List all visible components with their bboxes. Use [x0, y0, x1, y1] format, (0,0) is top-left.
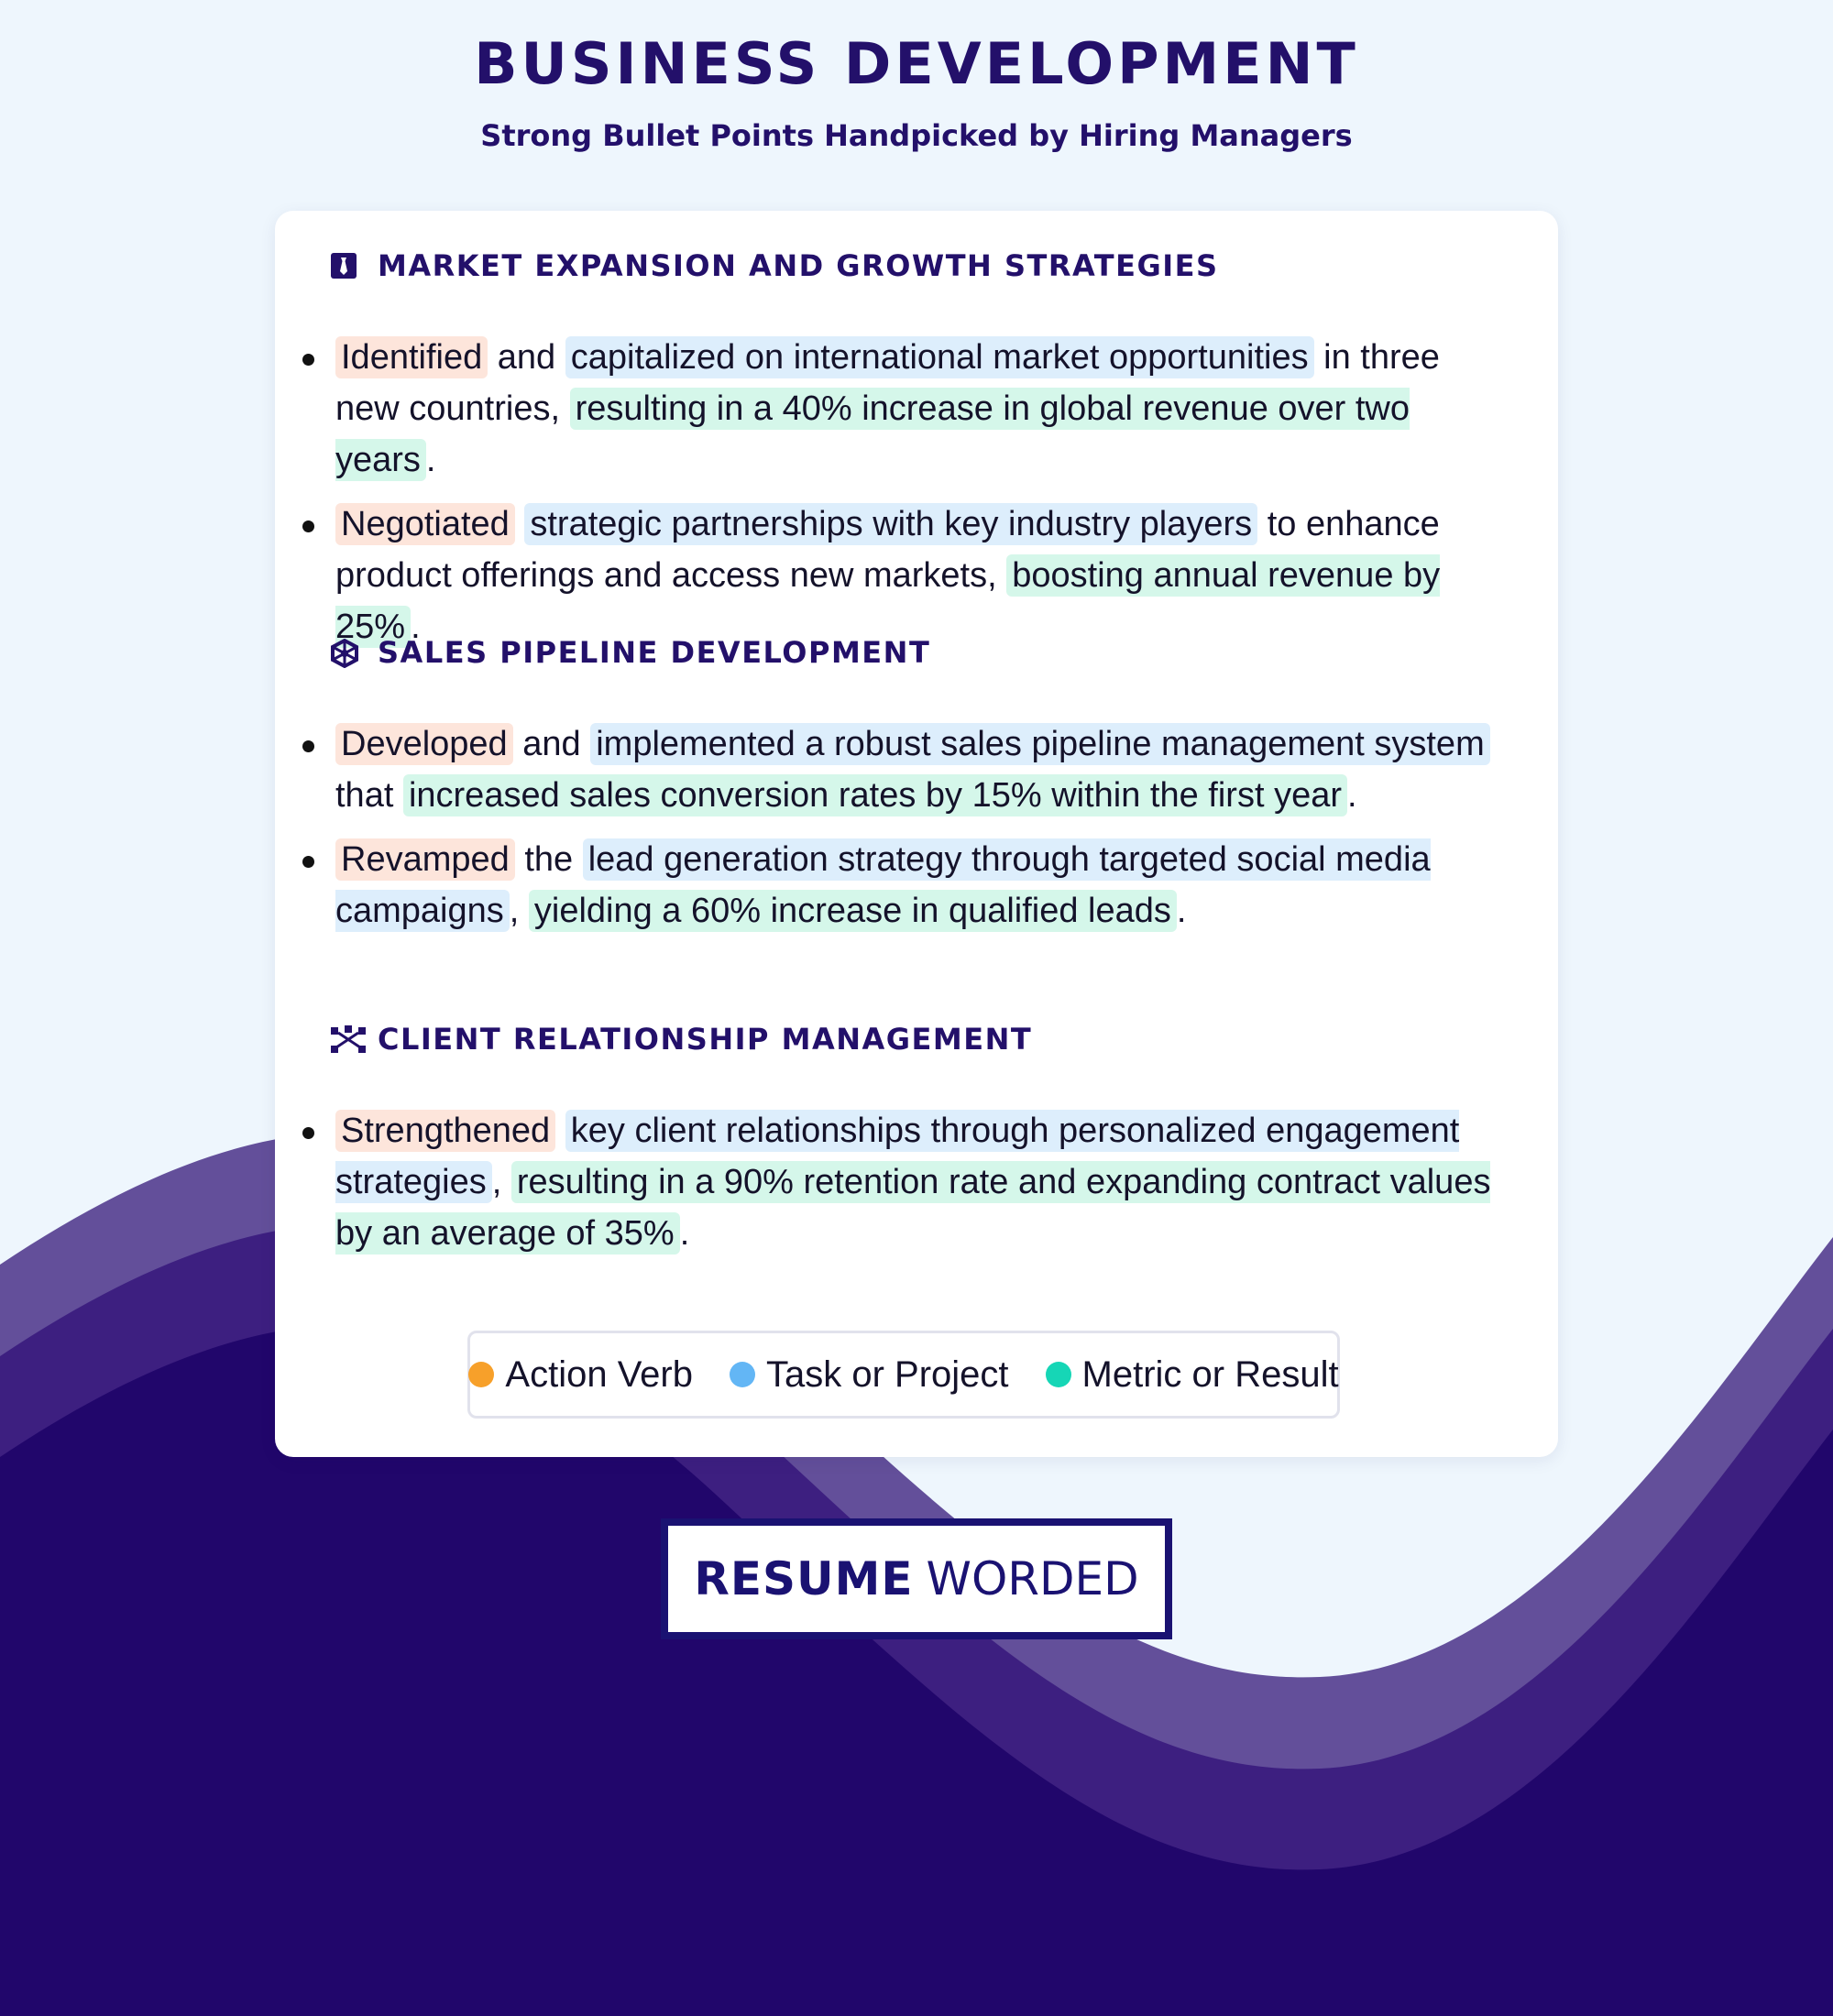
metric-highlight: resulting in a 40% increase in global revenue over two years: [335, 389, 1410, 479]
network-cube-icon: [330, 639, 357, 666]
metric-highlight: yielding a 60% increase in qualified leads: [529, 890, 1177, 932]
task-highlight: lead generation strategy through targeted social media campaigns: [335, 840, 1431, 930]
legend-label: Metric or Result: [1081, 1353, 1339, 1395]
action-verb-highlight: Strengthened: [335, 1110, 555, 1152]
section-header: [330, 634, 930, 671]
teal-dot-icon: [1046, 1362, 1071, 1387]
section-title: CLIENT RELATIONSHIP MANAGEMENT: [378, 1022, 1033, 1057]
plain-text: [555, 1112, 565, 1150]
plain-text: ,: [509, 892, 529, 930]
tie-icon: [330, 252, 357, 279]
plain-text: .: [411, 608, 421, 646]
bullet-points-card: [275, 211, 1558, 1457]
bullet-item: [302, 834, 1512, 937]
orange-dot-icon: [468, 1362, 494, 1387]
plain-text: .: [679, 1214, 690, 1253]
plain-text: .: [1347, 776, 1357, 815]
action-verb-highlight: Identified: [335, 336, 488, 378]
logo-light-text: WORDED: [926, 1552, 1139, 1605]
metric-highlight: boosting annual revenue by 25%: [335, 556, 1441, 646]
logo-text: [694, 1552, 1138, 1605]
plain-text: [515, 505, 525, 543]
task-highlight: implemented a robust sales pipeline management system: [590, 723, 1490, 765]
section-title: MARKET EXPANSION AND GROWTH STRATEGIES: [378, 248, 1219, 283]
bullet-item: [302, 332, 1512, 486]
logo-bold-text: RESUME: [694, 1552, 914, 1605]
bullet-list: [302, 1105, 1512, 1272]
plain-text: the: [514, 840, 583, 879]
plain-text: in three new countries,: [335, 338, 1440, 428]
section-title: SALES PIPELINE DEVELOPMENT: [378, 635, 931, 670]
task-highlight: strategic partnerships with key industry players: [524, 503, 1257, 545]
blue-dot-icon: [730, 1362, 755, 1387]
legend-item-metric: [1046, 1354, 1339, 1396]
plain-text: and: [488, 338, 565, 377]
section-header: [330, 247, 1219, 284]
plain-text: and: [512, 725, 591, 763]
highlight-legend: [467, 1331, 1340, 1419]
plain-text: that: [335, 776, 403, 815]
bullet-item: [302, 718, 1512, 821]
legend-item-action-verb: [468, 1354, 693, 1396]
action-verb-highlight: Developed: [335, 723, 513, 765]
task-highlight: key client relationships through personalized engagement strategies: [335, 1112, 1460, 1201]
plain-text: .: [425, 441, 436, 479]
plain-text: .: [1176, 892, 1187, 930]
legend-label: Task or Project: [766, 1353, 1009, 1395]
page-subtitle: Strong Bullet Points Handpicked by Hiring Managers: [480, 118, 1353, 153]
plain-text: ,: [491, 1163, 511, 1201]
bullet-list: [302, 718, 1512, 949]
metric-highlight: resulting in a 90% retention rate and expanding contract values by an average of 35%: [335, 1163, 1491, 1253]
page-title: BUSINESS DEVELOPMENT: [474, 30, 1359, 97]
resume-worded-logo: [661, 1518, 1172, 1639]
plain-text: to enhance product offerings and access new markets,: [335, 505, 1440, 595]
metric-highlight: increased sales conversion rates by 15% within the first year: [403, 774, 1347, 816]
legend-item-task: [730, 1354, 1009, 1396]
action-verb-highlight: Negotiated: [335, 503, 515, 545]
bullet-item: [302, 1105, 1512, 1259]
task-highlight: capitalized on international market opportunities: [565, 336, 1314, 378]
page-header: [0, 27, 1833, 154]
bullet-item: [302, 499, 1512, 652]
org-chart-icon: [330, 1025, 357, 1053]
action-verb-highlight: Revamped: [335, 838, 515, 881]
bullet-list: [302, 332, 1512, 665]
section-header: [330, 1021, 1032, 1057]
legend-label: Action Verb: [505, 1353, 693, 1395]
